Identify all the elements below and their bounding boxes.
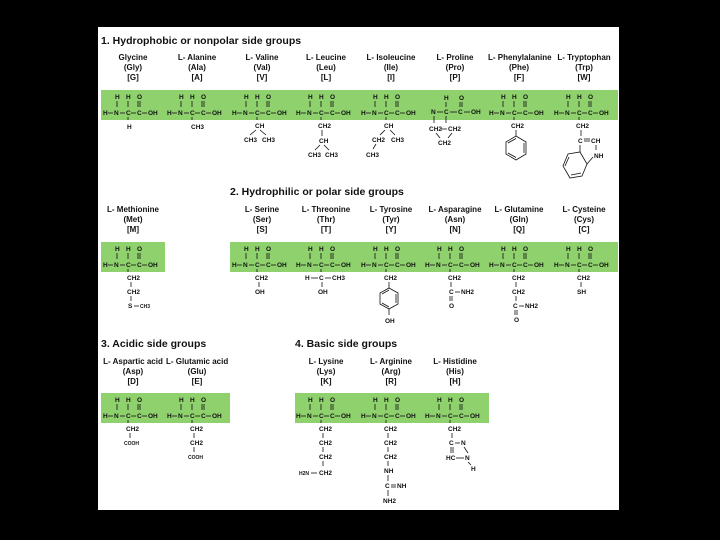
backbone-atom: H [577,246,582,253]
backbone-atom: OH [212,413,222,420]
backbone-atom: H [448,246,453,253]
bb-atom: N [431,109,436,116]
backbone-structure [166,393,228,423]
section-title-basic: 4. Basic side groups [295,338,398,350]
backbone-proline-structure [424,90,486,120]
section-title-polar: 2. Hydrophilic or polar side groups [230,186,404,198]
atom-ch: CH [591,138,601,145]
backbone-tyrosine [360,242,422,272]
backbone-atom: N [307,413,312,420]
atom-ch: CH [319,138,329,145]
backbone-atom: H [255,246,260,253]
backbone-atom: H [190,397,195,404]
backbone-atom: H [319,94,324,101]
phenol-ring [380,288,398,309]
atom-ch: CH [255,123,265,130]
backbone-atom: OH [406,413,416,420]
atom-h2n: H2N [299,471,310,477]
backbone-atom: N [372,413,377,420]
backbone-atom: N [565,110,570,117]
backbone-atom: H [179,397,184,404]
backbone-atom: H [126,94,131,101]
atom-c: C [319,275,324,282]
backbone-glutamic-acid [166,393,228,423]
backbone-atom: H [115,94,120,101]
backbone-atom: H [437,397,442,404]
bb-atom: O [459,95,465,102]
backbone-structure [488,90,550,120]
backbone-atom: C [190,413,195,420]
backbone-atom: O [459,397,465,404]
atom-c: C [449,440,454,447]
backbone-atom: OH [406,262,416,269]
backbone-atom: OH [148,262,158,269]
backbone-atom: H [577,94,582,101]
backbone-atom: O [137,246,143,253]
backbone-atom: C [330,110,335,117]
backbone-atom: H [489,262,494,269]
backbone-atom: H [308,94,313,101]
atom-ch2: CH2 [319,440,333,447]
backbone-atom: O [395,94,401,101]
backbone-atom: C [201,110,206,117]
backbone-atom: O [588,246,594,253]
backbone-atom: C [137,110,142,117]
backbone-atom: C [523,110,528,117]
atom-ch2: CH2 [255,275,269,282]
atom-ch3: CH3 [391,137,405,144]
bb-atom: OH [471,109,481,116]
atom-nh: NH [594,153,604,160]
atom-c: C [449,289,454,296]
atom-ch3: CH3 [140,304,151,310]
atom-ch2: CH2 [384,454,398,461]
backbone-atom: H [126,246,131,253]
backbone-atom: OH [534,110,544,117]
atom-ch3: CH3 [325,152,339,159]
atom-o: O [449,303,455,310]
atom-oh: OH [318,289,328,296]
backbone-atom: C [126,262,131,269]
benzene-ring [506,136,526,160]
atom-h: H [305,275,310,282]
backbone-atom: H [115,246,120,253]
backbone-serine [231,242,293,272]
backbone-atom: C [201,413,206,420]
atom-nh: NH [384,468,394,475]
backbone-atom: O [523,94,529,101]
backbone-atom: O [201,94,207,101]
atom-ch2: CH2 [384,275,398,282]
backbone-cysteine [553,242,615,272]
backbone-atom: C [459,262,464,269]
backbone-atom: C [459,413,464,420]
backbone-atom: OH [341,262,351,269]
backbone-atom: C [126,413,131,420]
backbone-atom: H [384,397,389,404]
backbone-structure [424,393,486,423]
backbone-structure [102,393,164,423]
backbone-atom: H [103,262,108,269]
backbone-isoleucine [360,90,422,120]
backbone-atom: O [459,246,465,253]
backbone-atom: N [307,110,312,117]
backbone-atom: H [179,94,184,101]
backbone-alanine [166,90,228,120]
backbone-atom: H [554,262,559,269]
backbone-atom: H [566,94,571,101]
backbone-valine [231,90,293,120]
header-tryptophan: L- Tryptophan (Trp) [W] [557,53,611,82]
backbone-atom: O [523,246,529,253]
backbone-atom: C [266,262,271,269]
atom-ch2: CH2 [448,426,462,433]
backbone-atom: C [577,110,582,117]
backbone-structure [360,242,422,272]
backbone-atom: OH [212,110,222,117]
backbone-atom: C [319,110,324,117]
backbone-atom: O [395,246,401,253]
backbone-structure [553,90,615,120]
backbone-lysine [295,393,357,423]
backbone-atom: H [361,262,366,269]
header-proline: L- Proline (Pro) [P] [436,53,474,82]
atom-cooh: COOH [188,455,203,461]
atom-c: C [513,303,518,310]
atom-oh: OH [385,318,395,325]
atom-ch2: CH2 [190,426,204,433]
backbone-atom: H [554,110,559,117]
atom-ch2: CH2 [126,426,140,433]
backbone-atom: C [448,413,453,420]
backbone-atom: C [588,110,593,117]
backbone-atom: O [266,246,272,253]
atom-ch2: CH2 [319,426,333,433]
backbone-atom: N [243,262,248,269]
atom-ch2: CH2 [319,454,333,461]
backbone-atom: C [512,110,517,117]
header-valine: L- Valine (Val) [V] [245,53,279,82]
backbone-atom: N [114,262,119,269]
atom-sh: SH [577,289,587,296]
backbone-structure [553,242,615,272]
backbone-atom: N [178,413,183,420]
backbone-proline [424,90,486,120]
header-glutamine: L- Glutamine (Gln) [Q] [494,205,544,234]
backbone-atom: OH [534,262,544,269]
atom-cooh: COOH [124,441,139,447]
backbone-atom: N [436,262,441,269]
backbone-atom: C [395,110,400,117]
atom-ch3: CH3 [366,152,380,159]
atom-ch2: CH2 [448,126,462,133]
header-alanine: L- Alanine (Ala) [A] [177,53,217,82]
backbone-structure [295,393,357,423]
backbone-atom: O [266,94,272,101]
atom-oh: OH [255,289,265,296]
header-threonine: L- Threonine (Thr) [T] [301,205,351,234]
backbone-atom: OH [341,110,351,117]
header-tyrosine: L- Tyrosine (Tyr) [Y] [369,205,413,234]
backbone-atom: C [126,110,131,117]
backbone-atom: N [114,413,119,420]
backbone-atom: H [296,110,301,117]
backbone-structure [295,242,357,272]
backbone-atom: OH [599,110,609,117]
backbone-atom: C [588,262,593,269]
backbone-atom: H [244,94,249,101]
atom-ch2: CH2 [577,275,591,282]
atom-ch2: CH2 [512,289,526,296]
backbone-atom: H [361,110,366,117]
atom-ch2: CH2 [190,440,204,447]
atom-ch2: CH2 [372,137,386,144]
atom-ch2: CH2 [319,470,333,477]
backbone-atom: C [395,262,400,269]
backbone-atom: H [319,246,324,253]
backbone-glycine [102,90,164,120]
backbone-atom: C [319,262,324,269]
backbone-atom: OH [470,413,480,420]
backbone-atom: C [577,262,582,269]
bb-atom: H [444,95,449,102]
backbone-structure [231,242,293,272]
backbone-atom: OH [470,262,480,269]
backbone-tryptophan [553,90,615,120]
backbone-atom: O [588,94,594,101]
backbone-atom: O [137,397,143,404]
backbone-atom: N [114,110,119,117]
backbone-atom: H [373,397,378,404]
atom-nh: NH [397,483,407,490]
section-title-hydrophobic: 1. Hydrophobic or nonpolar side groups [101,35,302,47]
backbone-structure [102,90,164,120]
backbone-atom: H [361,413,366,420]
backbone-structure [360,393,422,423]
backbone-atom: H [373,94,378,101]
atom-nh2: NH2 [525,303,539,310]
bb-atom: C [458,109,463,116]
backbone-atom: C [190,110,195,117]
backbone-atom: OH [406,110,416,117]
atom-s: S [128,303,133,310]
header-phenylalanine: L- Phenylalanine (Phe) [F] [488,53,552,82]
backbone-atom: O [395,397,401,404]
backbone-atom: OH [277,110,287,117]
section-title-acidic: 3. Acidic side groups [101,338,207,350]
backbone-atom: H [232,262,237,269]
backbone-atom: C [255,110,260,117]
backbone-atom: O [330,246,336,253]
backbone-atom: O [330,94,336,101]
atom-ch2: CH2 [127,289,141,296]
header-aspartic-acid: L- Aspartic acid (Asp) [D] [103,357,163,386]
backbone-atom: H [126,397,131,404]
header-histidine: L- Histidine (His) [H] [433,357,477,386]
backbone-atom: H [308,397,313,404]
backbone-atom: C [523,262,528,269]
header-cysteine: L- Cysteine (Cys) [C] [562,205,606,234]
backbone-atom: OH [148,110,158,117]
header-asparagine: L- Asparagine (Asn) [N] [428,205,482,234]
backbone-atom: OH [148,413,158,420]
atom-n: N [461,440,466,447]
backbone-atom: C [137,413,142,420]
backbone-atom: C [395,413,400,420]
backbone-atom: C [512,262,517,269]
atom-c: C [385,483,390,490]
atom-ch3: CH3 [262,137,276,144]
backbone-atom: H [448,397,453,404]
atom-ch2: CH2 [429,126,443,133]
backbone-structure [360,90,422,120]
atom-c: C [578,138,583,145]
backbone-histidine [424,393,486,423]
atom-ch2: CH2 [438,140,452,147]
backbone-atom: H [115,397,120,404]
backbone-leucine [295,90,357,120]
backbone-atom: H [255,94,260,101]
backbone-atom: C [384,413,389,420]
backbone-atom: N [436,413,441,420]
backbone-structure [488,242,550,272]
atom-ch3: CH3 [332,275,346,282]
header-glycine: Glycine (Gly) [G] [118,53,148,82]
atom-hc: HC [446,455,456,462]
backbone-atom: H [501,246,506,253]
chart-sheet [98,27,619,510]
atom-ch3: CH3 [308,152,322,159]
atom-n: N [465,455,470,462]
backbone-atom: C [448,262,453,269]
backbone-asparagine [424,242,486,272]
backbone-atom: OH [599,262,609,269]
backbone-atom: O [137,94,143,101]
backbone-atom: C [330,413,335,420]
backbone-atom: OH [277,262,287,269]
backbone-atom: H [373,246,378,253]
atom-ch3: CH3 [191,124,205,131]
header-methionine: L- Methionine (Met) [M] [107,205,159,234]
backbone-atom: N [500,262,505,269]
atom-ch2: CH2 [511,123,525,130]
header-serine: L- Serine (Ser) [S] [244,205,280,234]
backbone-atom: H [512,246,517,253]
backbone-structure [424,242,486,272]
atom-h: H [127,124,132,131]
backbone-atom: H [103,110,108,117]
atom-h: H [471,466,476,473]
backbone-atom: H [319,397,324,404]
atom-ch: CH [384,123,394,130]
backbone-structure [231,90,293,120]
atom-ch2: CH2 [127,275,141,282]
atom-ch2: CH2 [384,426,398,433]
atom-nh2: NH2 [461,289,475,296]
backbone-structure [295,90,357,120]
backbone-atom: H [190,94,195,101]
backbone-atom: C [137,262,142,269]
atom-ch3: CH3 [244,137,258,144]
backbone-atom: O [330,397,336,404]
backbone-atom: O [201,397,207,404]
backbone-atom: H [437,246,442,253]
header-arginine: L- Arginine (Arg) [R] [370,357,412,386]
backbone-atom: H [296,262,301,269]
backbone-threonine [295,242,357,272]
header-leucine: L- Leucine (Leu) [L] [305,53,346,82]
backbone-atom: OH [341,413,351,420]
backbone-atom: H [296,413,301,420]
backbone-glutamine [488,242,550,272]
backbone-aspartic-acid [102,393,164,423]
header-glutamic-acid: L- Glutamic acid (Glu) [E] [166,357,229,386]
backbone-atom: C [384,262,389,269]
backbone-atom: H [566,246,571,253]
backbone-atom: H [384,246,389,253]
backbone-atom: H [489,110,494,117]
backbone-arginine [360,393,422,423]
backbone-structure [102,242,164,272]
atom-ch2: CH2 [576,123,590,130]
backbone-atom: N [565,262,570,269]
backbone-atom: C [266,110,271,117]
backbone-atom: H [232,110,237,117]
backbone-atom: N [178,110,183,117]
backbone-methionine [102,242,164,272]
backbone-atom: N [500,110,505,117]
backbone-atom: H [308,246,313,253]
atom-nh2: NH2 [383,498,397,505]
header-lysine: L- Lysine (Lys) [K] [308,357,344,386]
backbone-atom: H [512,94,517,101]
backbone-atom: C [255,262,260,269]
backbone-atom: H [167,110,172,117]
bb-atom: C [444,109,449,116]
backbone-atom: H [384,94,389,101]
atom-ch2: CH2 [384,440,398,447]
backbone-atom: N [372,262,377,269]
backbone-phenylalanine [488,90,550,120]
atom-ch2: CH2 [448,275,462,282]
header-isoleucine: L- Isoleucine (Ile) [I] [366,53,416,82]
backbone-atom: H [167,413,172,420]
backbone-atom: C [384,110,389,117]
atom-ch2: CH2 [512,275,526,282]
backbone-atom: N [372,110,377,117]
backbone-atom: H [244,246,249,253]
backbone-atom: C [319,413,324,420]
backbone-atom: H [103,413,108,420]
backbone-atom: C [330,262,335,269]
atom-ch2: CH2 [318,123,332,130]
backbone-atom: H [425,262,430,269]
backbone-atom: N [307,262,312,269]
backbone-atom: N [243,110,248,117]
backbone-structure [166,90,228,120]
backbone-atom: H [501,94,506,101]
atom-o: O [514,317,520,324]
backbone-atom: H [425,413,430,420]
